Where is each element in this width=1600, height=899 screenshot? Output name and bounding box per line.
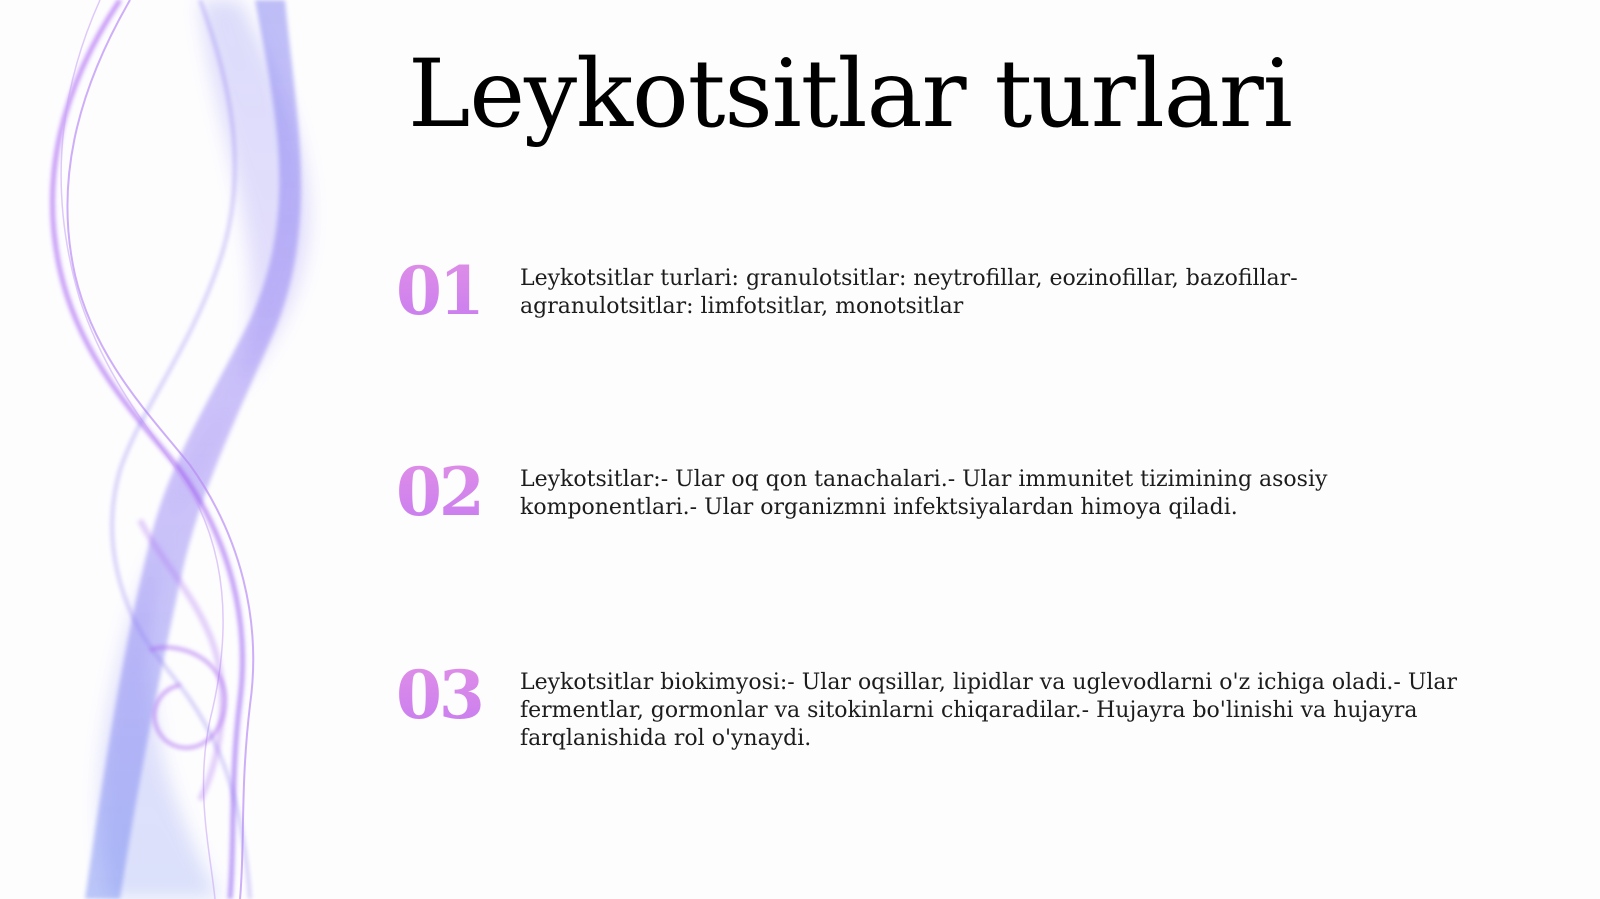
- item-text: Leykotsitlar turlari: granulotsitlar: neytrofillar, eozinofillar, bazofillar- agranulotsitlar: limfotsitlar, monotsitlar: [520, 266, 1298, 319]
- list-item: [396, 252, 1516, 372]
- list-item: [396, 453, 1516, 573]
- list-item: [396, 656, 1516, 776]
- item-text: Leykotsitlar:- Ular oq qon tanachalari.- Ular immunitet tizimining asosiy komponentlari.- Ular organizmni infektsiyalardan himoya qiladi.: [520, 467, 1328, 520]
- item-number: 02: [396, 453, 482, 531]
- smoke-ribbon-decoration: [0, 0, 400, 899]
- item-number: 03: [396, 656, 482, 734]
- item-number: 01: [396, 252, 482, 330]
- item-text: Leykotsitlar biokimyosi:- Ular oqsillar, lipidlar va uglevodlarni o'z ichiga oladi.- Ular fermentlar, gormonlar va sitokinlarni chiqaradilar.- Hujayra bo'linishi va hujayra farqlanishida rol o'ynaydi.: [520, 670, 1458, 751]
- slide-title: Leykotsitlar turlari: [408, 40, 1292, 149]
